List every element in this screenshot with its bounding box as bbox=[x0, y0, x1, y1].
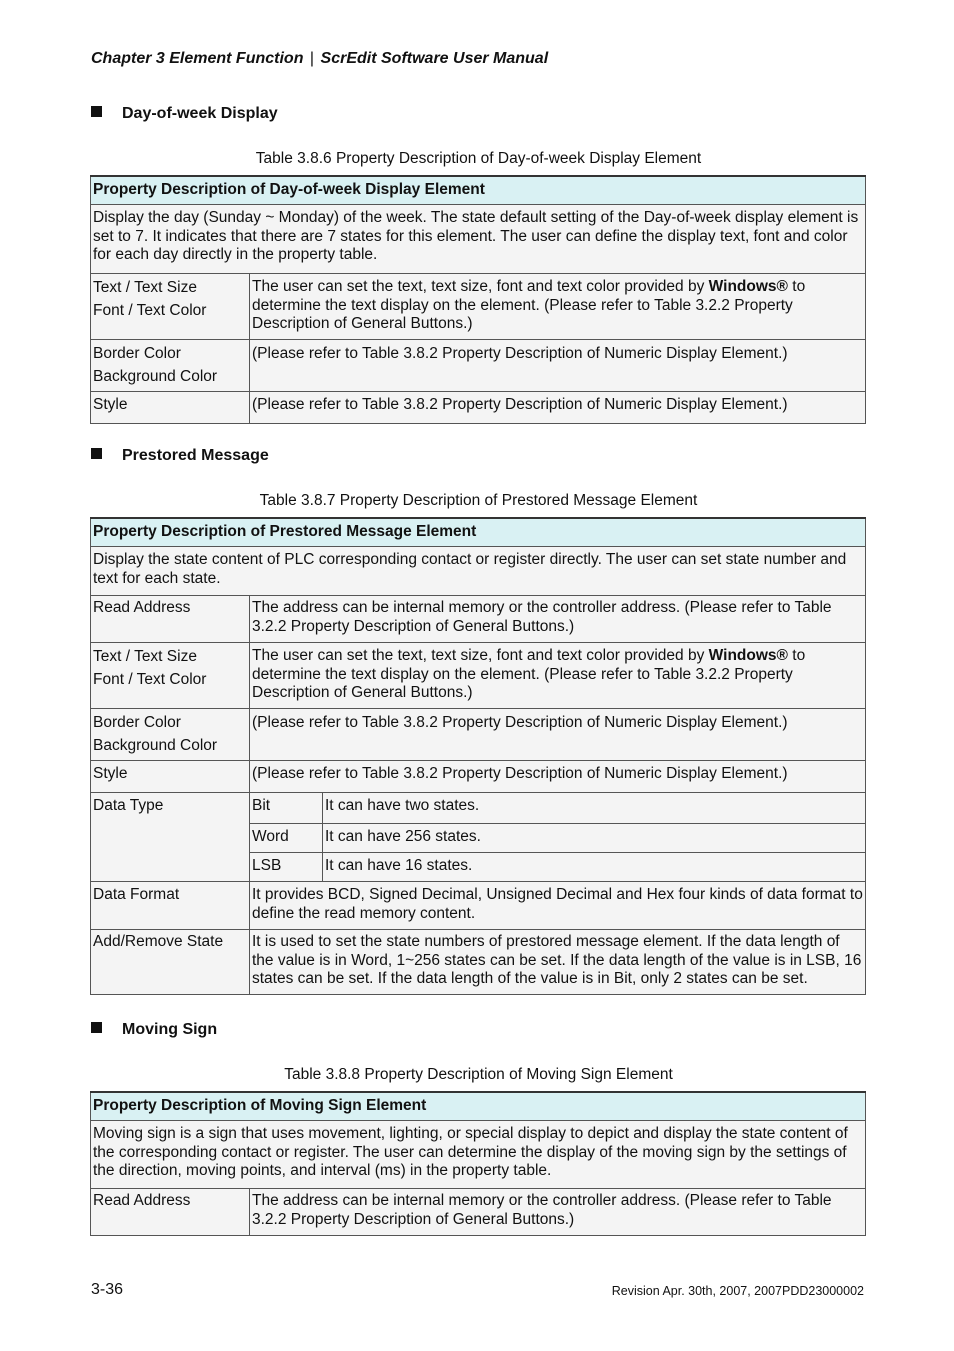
table-caption: Table 3.8.8 Property Description of Moving Sign Element bbox=[284, 1066, 673, 1083]
section-heading-pm bbox=[91, 447, 269, 465]
data-type-description: It can have 256 states. bbox=[323, 824, 866, 853]
property-table-pm bbox=[90, 517, 866, 995]
label-border-color: Border Color bbox=[93, 345, 181, 362]
label-background-color: Background Color bbox=[93, 737, 218, 754]
page-number: 3-36 bbox=[91, 1281, 124, 1298]
section-title: Prestored Message bbox=[122, 447, 269, 464]
bullet-square-icon bbox=[91, 448, 102, 459]
windows-brand: Windows® bbox=[708, 278, 788, 295]
section-heading-dow bbox=[91, 105, 278, 123]
property-description: It is used to set the state numbers of prestored message element. If the data length of the value is in Word, 1~256 states can be set. If the data length of the value is in LSB, 16 states can be set. If the data length of the value is in Bit, only 2 states can be set. bbox=[250, 930, 866, 995]
property-label: Read Address bbox=[91, 1189, 250, 1236]
section-heading-ms bbox=[91, 1021, 217, 1039]
table-description: Moving sign is a sign that uses movement, lighting, or special display to depict and display the state content of the corresponding contact or register. The user can determine the display of the moving sign by the settings of the direction, moving points, and interval (ms) in the property table. bbox=[91, 1121, 866, 1189]
property-label: Data Format bbox=[91, 882, 250, 930]
property-label bbox=[91, 274, 250, 340]
property-label bbox=[91, 709, 250, 761]
label-text-size: Text / Text Size bbox=[93, 648, 197, 665]
manual-title: ScrEdit Software User Manual bbox=[320, 50, 549, 67]
property-label bbox=[91, 643, 250, 709]
property-label: Add/Remove State bbox=[91, 930, 250, 995]
property-table-ms bbox=[90, 1091, 866, 1236]
table-caption: Table 3.8.7 Property Description of Prestored Message Element bbox=[259, 492, 698, 509]
section-title: Moving Sign bbox=[122, 1021, 218, 1038]
chapter-title: Chapter 3 Element Function bbox=[91, 50, 304, 67]
table-header: Property Description of Prestored Message Element bbox=[91, 518, 866, 547]
data-type-description: It can have two states. bbox=[323, 793, 866, 824]
property-description: (Please refer to Table 3.8.2 Property Description of Numeric Display Element.) bbox=[250, 392, 866, 424]
table-header: Property Description of Moving Sign Element bbox=[91, 1092, 866, 1121]
table-description: Display the day (Sunday ~ Monday) of the week. The state default setting of the Day-of-week display element is set to 7. It indicates that there are 7 states for this element. The user can define the display text, font and color for each day directly in the property table. bbox=[91, 205, 866, 274]
label-background-color: Background Color bbox=[93, 368, 218, 385]
bullet-square-icon bbox=[91, 1022, 102, 1033]
property-description: The user can set the text, text size, font and text color provided by Windows® to determine the text display on the element. (Please refer to Table 3.2.2 Property Description of General Buttons.) bbox=[250, 274, 866, 340]
data-type-name: Bit bbox=[250, 793, 323, 824]
property-label bbox=[91, 340, 250, 392]
table-caption: Table 3.8.6 Property Description of Day-of-week Display Element bbox=[255, 150, 702, 167]
property-description: (Please refer to Table 3.8.2 Property Description of Numeric Display Element.) bbox=[250, 761, 866, 793]
property-table-dow bbox=[90, 175, 866, 424]
property-label: Data Type bbox=[91, 793, 250, 882]
revision-info: Revision Apr. 30th, 2007, 2007PDD23000002 bbox=[611, 1284, 864, 1298]
label-font-color: Font / Text Color bbox=[93, 671, 207, 688]
property-label: Read Address bbox=[91, 596, 250, 643]
data-type-name: Word bbox=[250, 824, 323, 853]
property-description: The address can be internal memory or the controller address. (Please refer to Table 3.2.2 Property Description of General Buttons.) bbox=[250, 596, 866, 643]
bullet-square-icon bbox=[91, 106, 102, 117]
table-header: Property Description of Day-of-week Display Element bbox=[91, 176, 866, 205]
label-font-color: Font / Text Color bbox=[93, 302, 207, 319]
property-description: (Please refer to Table 3.8.2 Property Description of Numeric Display Element.) bbox=[250, 709, 866, 761]
data-type-description: It can have 16 states. bbox=[323, 853, 866, 882]
property-description: (Please refer to Table 3.8.2 Property Description of Numeric Display Element.) bbox=[250, 340, 866, 392]
label-border-color: Border Color bbox=[93, 714, 181, 731]
property-label: Style bbox=[91, 761, 250, 793]
property-description: It provides BCD, Signed Decimal, Unsigned Decimal and Hex four kinds of data format to define the read memory content. bbox=[250, 882, 866, 930]
section-title: Day-of-week Display bbox=[122, 105, 278, 122]
table-description: Display the state content of PLC corresponding contact or register directly. The user can set state number and text for each state. bbox=[91, 547, 866, 596]
property-description: The user can set the text, text size, font and text color provided by Windows® to determine the text display on the element. (Please refer to Table 3.2.2 Property Description of General Buttons.) bbox=[250, 643, 866, 709]
windows-brand: Windows® bbox=[708, 647, 788, 664]
page-header bbox=[91, 50, 548, 68]
header-separator: | bbox=[309, 50, 315, 67]
data-type-name: LSB bbox=[250, 853, 323, 882]
property-description: The address can be internal memory or the controller address. (Please refer to Table 3.2.2 Property Description of General Buttons.) bbox=[250, 1189, 866, 1236]
label-text-size: Text / Text Size bbox=[93, 279, 197, 296]
property-label: Style bbox=[91, 392, 250, 424]
